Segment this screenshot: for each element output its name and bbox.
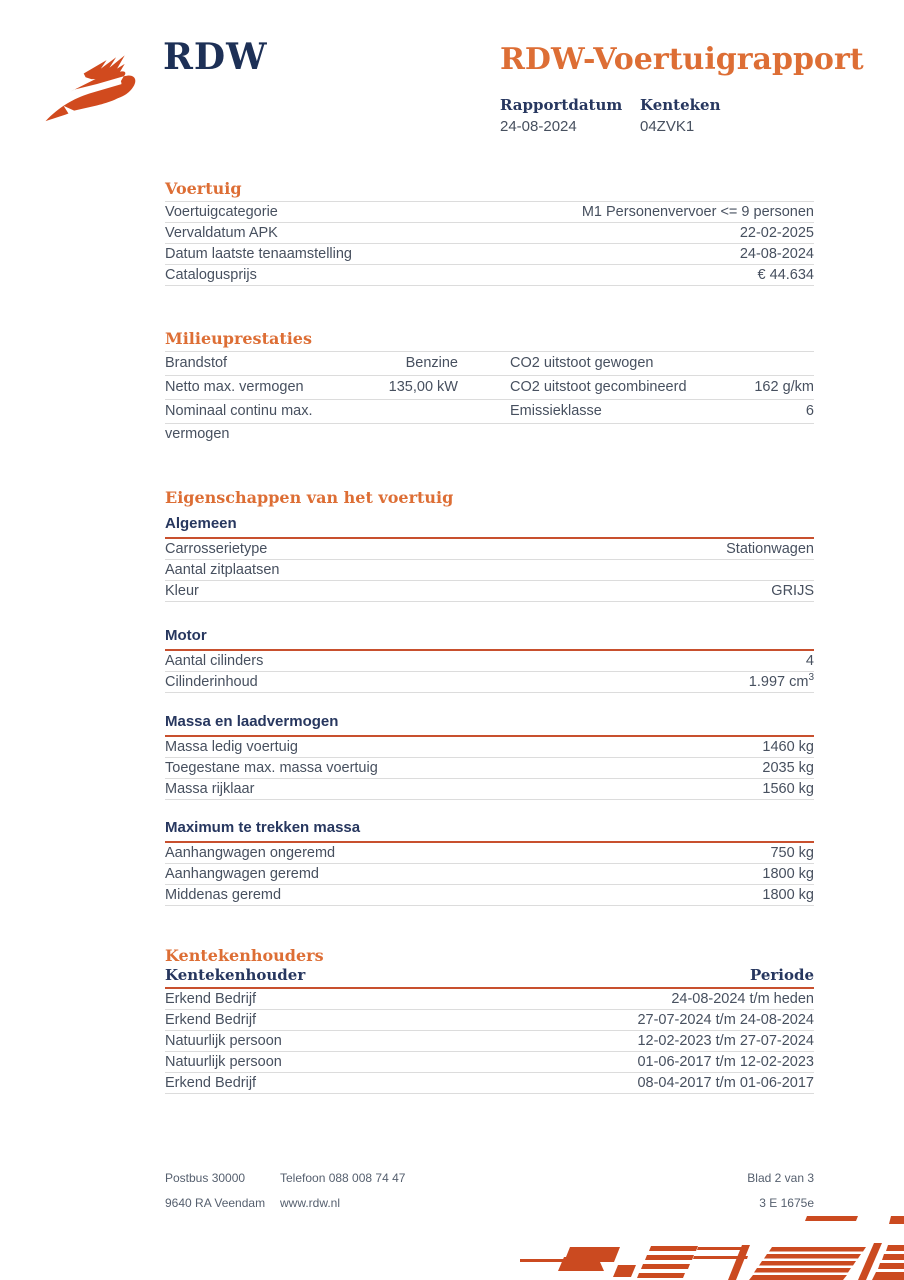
row-label: Aanhangwagen ongeremd [165,845,336,861]
row-label: Catalogusprijs [165,267,257,283]
row-label: Middenas geremd [165,887,282,903]
row-value: 6 [805,403,814,419]
row-value: 4 [805,653,814,669]
plate-label: Kenteken [640,96,721,114]
table-header-row [165,968,814,989]
row-label: Nominaal continu max. vermogen [165,403,313,442]
footer-website: www.rdw.nl [280,1196,341,1210]
table-row [165,581,814,602]
row-label: Datum laatste tenaamstelling [165,246,352,262]
row-value: 1560 kg [762,781,814,797]
table-row [165,265,814,286]
period-cell: 27-07-2024 t/m 24-08-2024 [637,1012,814,1028]
section-milieuprestaties [165,329,814,442]
row-value: 1800 kg [762,866,814,882]
table-row [165,737,814,758]
row-value: 750 kg [770,845,814,861]
section-kentekenhouders [165,947,814,1094]
plate-value: 04ZVK1 [640,118,695,135]
table-row [165,1073,814,1094]
page-title: RDW-Voertuigrapport [500,42,864,77]
row-value [370,400,458,446]
rdw-flag-pattern-icon [514,1215,904,1280]
period-cell: 24-08-2024 t/m heden [671,991,814,1007]
row-value: € 44.634 [757,267,814,283]
footer-address-line1: Postbus 30000 [165,1171,246,1185]
row-value: 22-02-2025 [739,225,814,241]
table-row [165,1031,814,1052]
holder-cell: Natuurlijk persoon [165,1054,282,1070]
row-label: Aantal zitplaatsen [165,562,280,578]
table-row [165,560,814,581]
table-row [165,223,814,244]
row-value: 135,00 kW [388,379,458,395]
table-row [165,989,814,1010]
holder-cell: Natuurlijk persoon [165,1033,282,1049]
holder-cell: Erkend Bedrijf [165,1075,257,1091]
subsection-title-algemeen: Algemeen [165,516,814,539]
footer-page-number: Blad 2 van 3 [747,1171,814,1185]
footer-address-line2: 9640 RA Veendam [165,1196,266,1210]
section-voertuig [165,180,814,286]
section-title-kentekenhouders: Kentekenhouders [165,946,324,965]
column-header-period: Periode [749,966,814,984]
row-value: Stationwagen [726,541,814,557]
subsection-title-motor: Motor [165,628,814,651]
footer-doc-code: 3 E 1675e [759,1196,814,1210]
period-cell: 12-02-2023 t/m 27-07-2024 [637,1033,814,1049]
row-label: CO2 uitstoot gewogen [510,355,654,371]
row-label: Brandstof [165,355,228,371]
row-value [740,352,814,375]
row-value: GRIJS [771,583,814,599]
section-title-voertuig: Voertuig [165,179,242,198]
section-title-milieuprestaties: Milieuprestaties [165,329,312,348]
table-row [165,885,814,906]
section-title-eigenschappen: Eigenschappen van het voertuig [165,488,454,507]
column-header-holder: Kentekenhouder [165,966,306,984]
row-label: Aantal cilinders [165,653,264,669]
row-value: 162 g/km [754,379,814,395]
period-cell: 08-04-2017 t/m 01-06-2017 [637,1075,814,1091]
table-row [165,539,814,560]
row-value: 1.997 $cm^3$ [748,672,814,690]
table-row [165,758,814,779]
subsection-title-trekken: Maximum te trekken massa [165,820,814,843]
row-value: 24-08-2024 [739,246,814,262]
table-row [165,400,814,442]
row-label: Kleur [165,583,199,599]
row-label: Cilinderinhoud [165,674,258,690]
superscript: 3 [808,672,814,684]
holder-cell: Erkend Bedrijf [165,1012,257,1028]
table-row [165,1010,814,1031]
row-label: Netto max. vermogen [165,379,304,395]
table-row [165,376,814,400]
table-row [165,843,814,864]
subsection-maximum-te-trekken-massa [165,820,814,906]
row-value: 1800 kg [762,887,814,903]
row-label: Toegestane max. massa voertuig [165,760,378,776]
row-label: Emissieklasse [510,403,602,419]
table-row [165,352,814,376]
subsection-algemeen [165,516,814,602]
row-value: 1460 kg [762,739,814,755]
table-row [165,779,814,800]
footer-phone: Telefoon 088 008 74 47 [280,1171,406,1185]
report-date-value: 24-08-2024 [500,118,577,135]
section-eigenschappen-title [165,489,814,510]
row-label: Massa rijklaar [165,781,255,797]
row-value: Benzine [405,355,458,371]
row-value: M1 Personenvervoer <= 9 personen [581,204,814,220]
table-row [165,244,814,265]
subsection-motor [165,628,814,693]
table-row [165,1052,814,1073]
report-date-label: Rapportdatum [500,96,623,114]
row-value: 2035 kg [762,760,814,776]
subsection-massa [165,714,814,800]
table-row [165,864,814,885]
rdw-wordmark: RDW [163,36,268,78]
table-row [165,672,814,693]
row-label: Voertuigcategorie [165,204,278,220]
row-label: CO2 uitstoot gecombineerd [510,379,687,395]
row-label: Aanhangwagen geremd [165,866,319,882]
row-label: Massa ledig voertuig [165,739,298,755]
rdw-feather-logo-icon [36,52,160,134]
row-label: Vervaldatum APK [165,225,278,241]
table-row [165,202,814,223]
period-cell: 01-06-2017 t/m 12-02-2023 [637,1054,814,1070]
table-row [165,651,814,672]
row-label: Carrosserietype [165,541,268,557]
subsection-title-massa: Massa en laadvermogen [165,714,814,737]
holder-cell: Erkend Bedrijf [165,991,257,1007]
